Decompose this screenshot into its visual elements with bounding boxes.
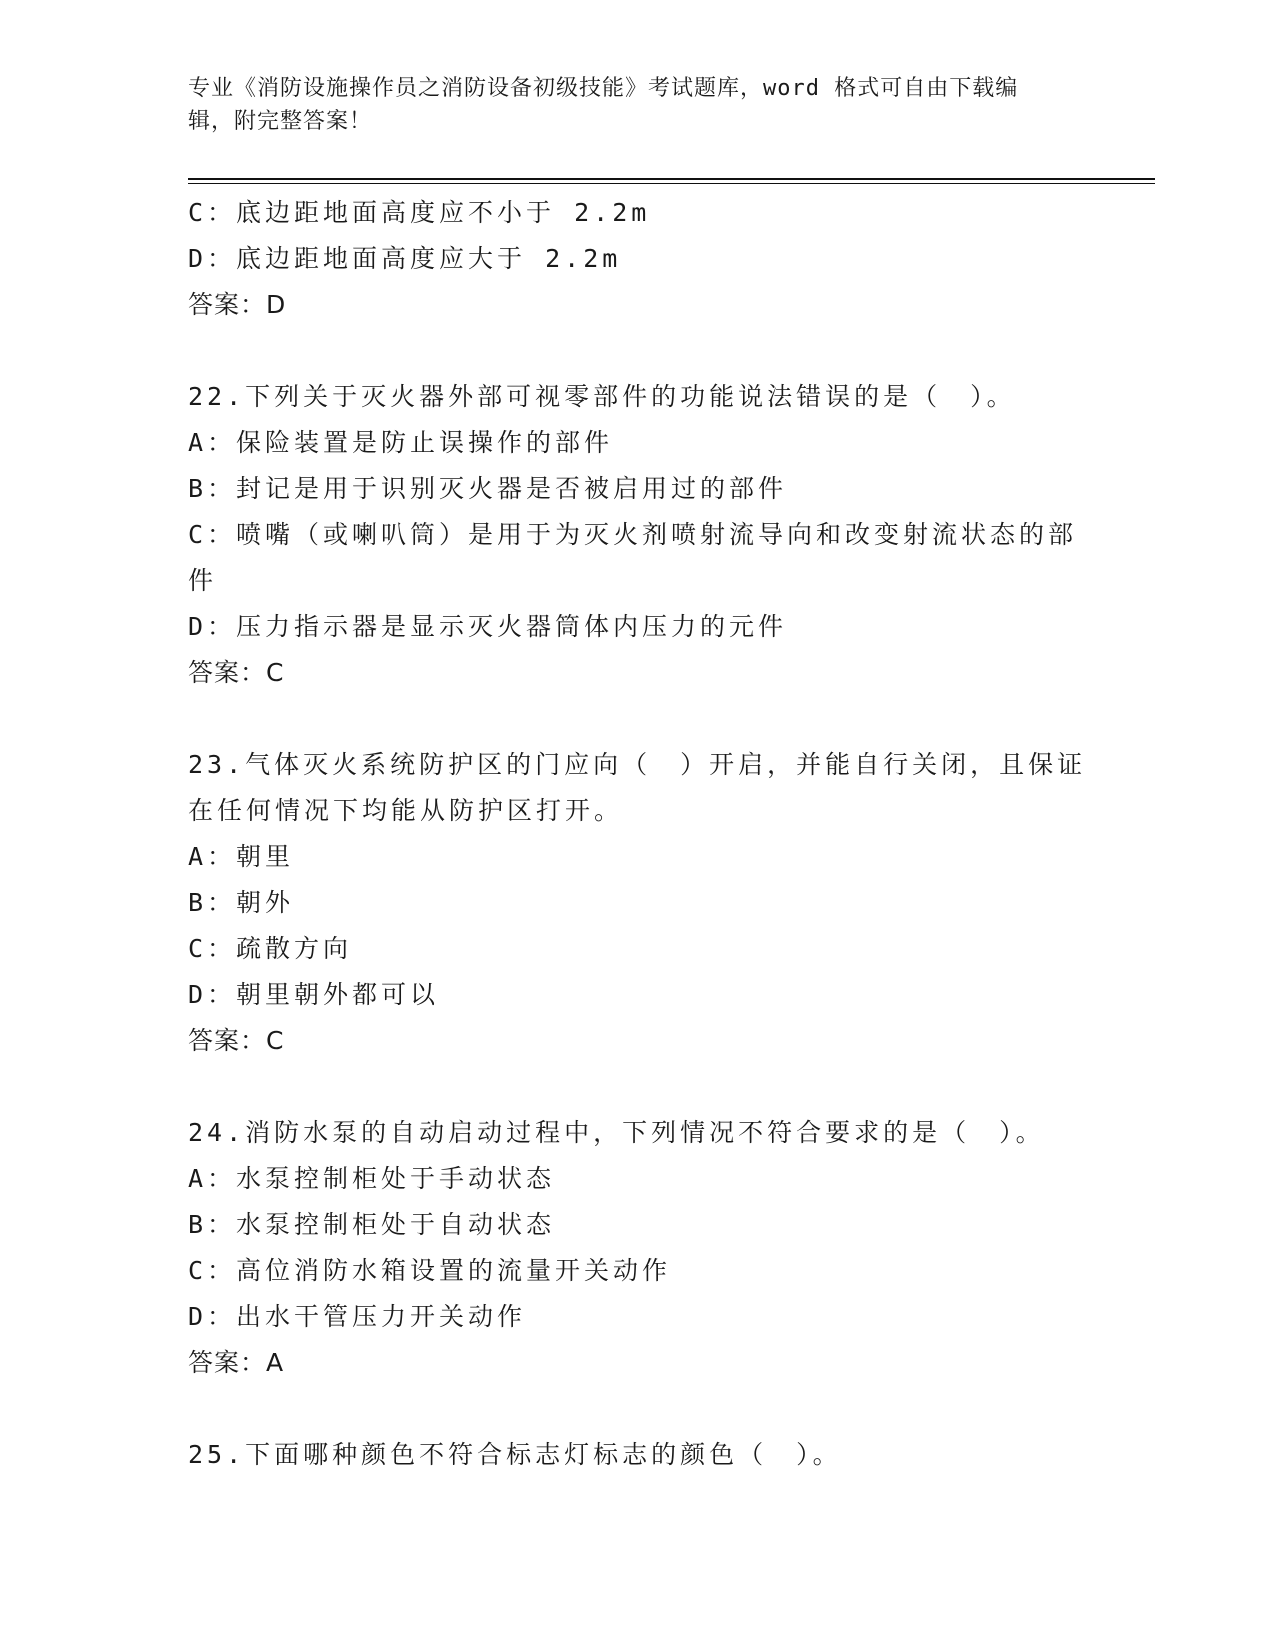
spacer xyxy=(188,1064,1088,1110)
header-rule-thin xyxy=(188,183,1155,184)
spacer xyxy=(188,1386,1088,1432)
option-d: D：底边距地面高度应大于 2.2m xyxy=(188,244,622,273)
question-stem: 23.气体灭火系统防护区的门应向（ ）开启，并能自行关闭，且保证 xyxy=(188,750,1087,779)
option-b: B：封记是用于识别灭火器是否被启用过的部件 xyxy=(188,474,788,503)
question-21-tail xyxy=(188,190,1088,328)
header-rule-thick xyxy=(188,178,1155,180)
answer-label: 答案：C xyxy=(188,658,285,687)
option-c-continued: 件 xyxy=(188,566,218,595)
answer-label: 答案：A xyxy=(188,1348,285,1377)
option-d: D：出水干管压力开关动作 xyxy=(188,1302,527,1331)
question-list xyxy=(188,190,1088,1478)
option-b: B：朝外 xyxy=(188,888,295,917)
option-d: D：压力指示器是显示灭火器筒体内压力的元件 xyxy=(188,612,788,641)
spacer xyxy=(188,696,1088,742)
option-c: C：疏散方向 xyxy=(188,934,353,963)
option-a: A：保险装置是防止误操作的部件 xyxy=(188,428,614,457)
option-d: D：朝里朝外都可以 xyxy=(188,980,440,1009)
question-22 xyxy=(188,374,1088,696)
answer-label: 答案：C xyxy=(188,1026,285,1055)
option-a: A：朝里 xyxy=(188,842,295,871)
question-stem: 25.下面哪种颜色不符合标志灯标志的颜色（ ）。 xyxy=(188,1440,842,1469)
header-line-1: 专业《消防设施操作员之消防设备初级技能》考试题库，word 格式可自由下载编 xyxy=(188,76,1019,101)
page-header xyxy=(188,72,1088,138)
question-stem: 22.下列关于灭火器外部可视零部件的功能说法错误的是（ ）。 xyxy=(188,382,1016,411)
option-b: B：水泵控制柜处于自动状态 xyxy=(188,1210,556,1239)
question-24 xyxy=(188,1110,1088,1386)
question-23 xyxy=(188,742,1088,1064)
option-a: A：水泵控制柜处于手动状态 xyxy=(188,1164,556,1193)
option-c: C：底边距地面高度应不小于 2.2m xyxy=(188,198,651,227)
question-stem: 24.消防水泵的自动启动过程中，下列情况不符合要求的是（ ）。 xyxy=(188,1118,1045,1147)
spacer xyxy=(188,328,1088,374)
option-c: C：高位消防水箱设置的流量开关动作 xyxy=(188,1256,672,1285)
question-stem-continued: 在任何情况下均能从防护区打开。 xyxy=(188,796,624,825)
question-25 xyxy=(188,1432,1088,1478)
option-c: C：喷嘴（或喇叭筒）是用于为灭火剂喷射流导向和改变射流状态的部 xyxy=(188,520,1078,549)
header-line-2: 辑，附完整答案！ xyxy=(188,109,373,134)
answer-label: 答案：D xyxy=(188,290,287,319)
